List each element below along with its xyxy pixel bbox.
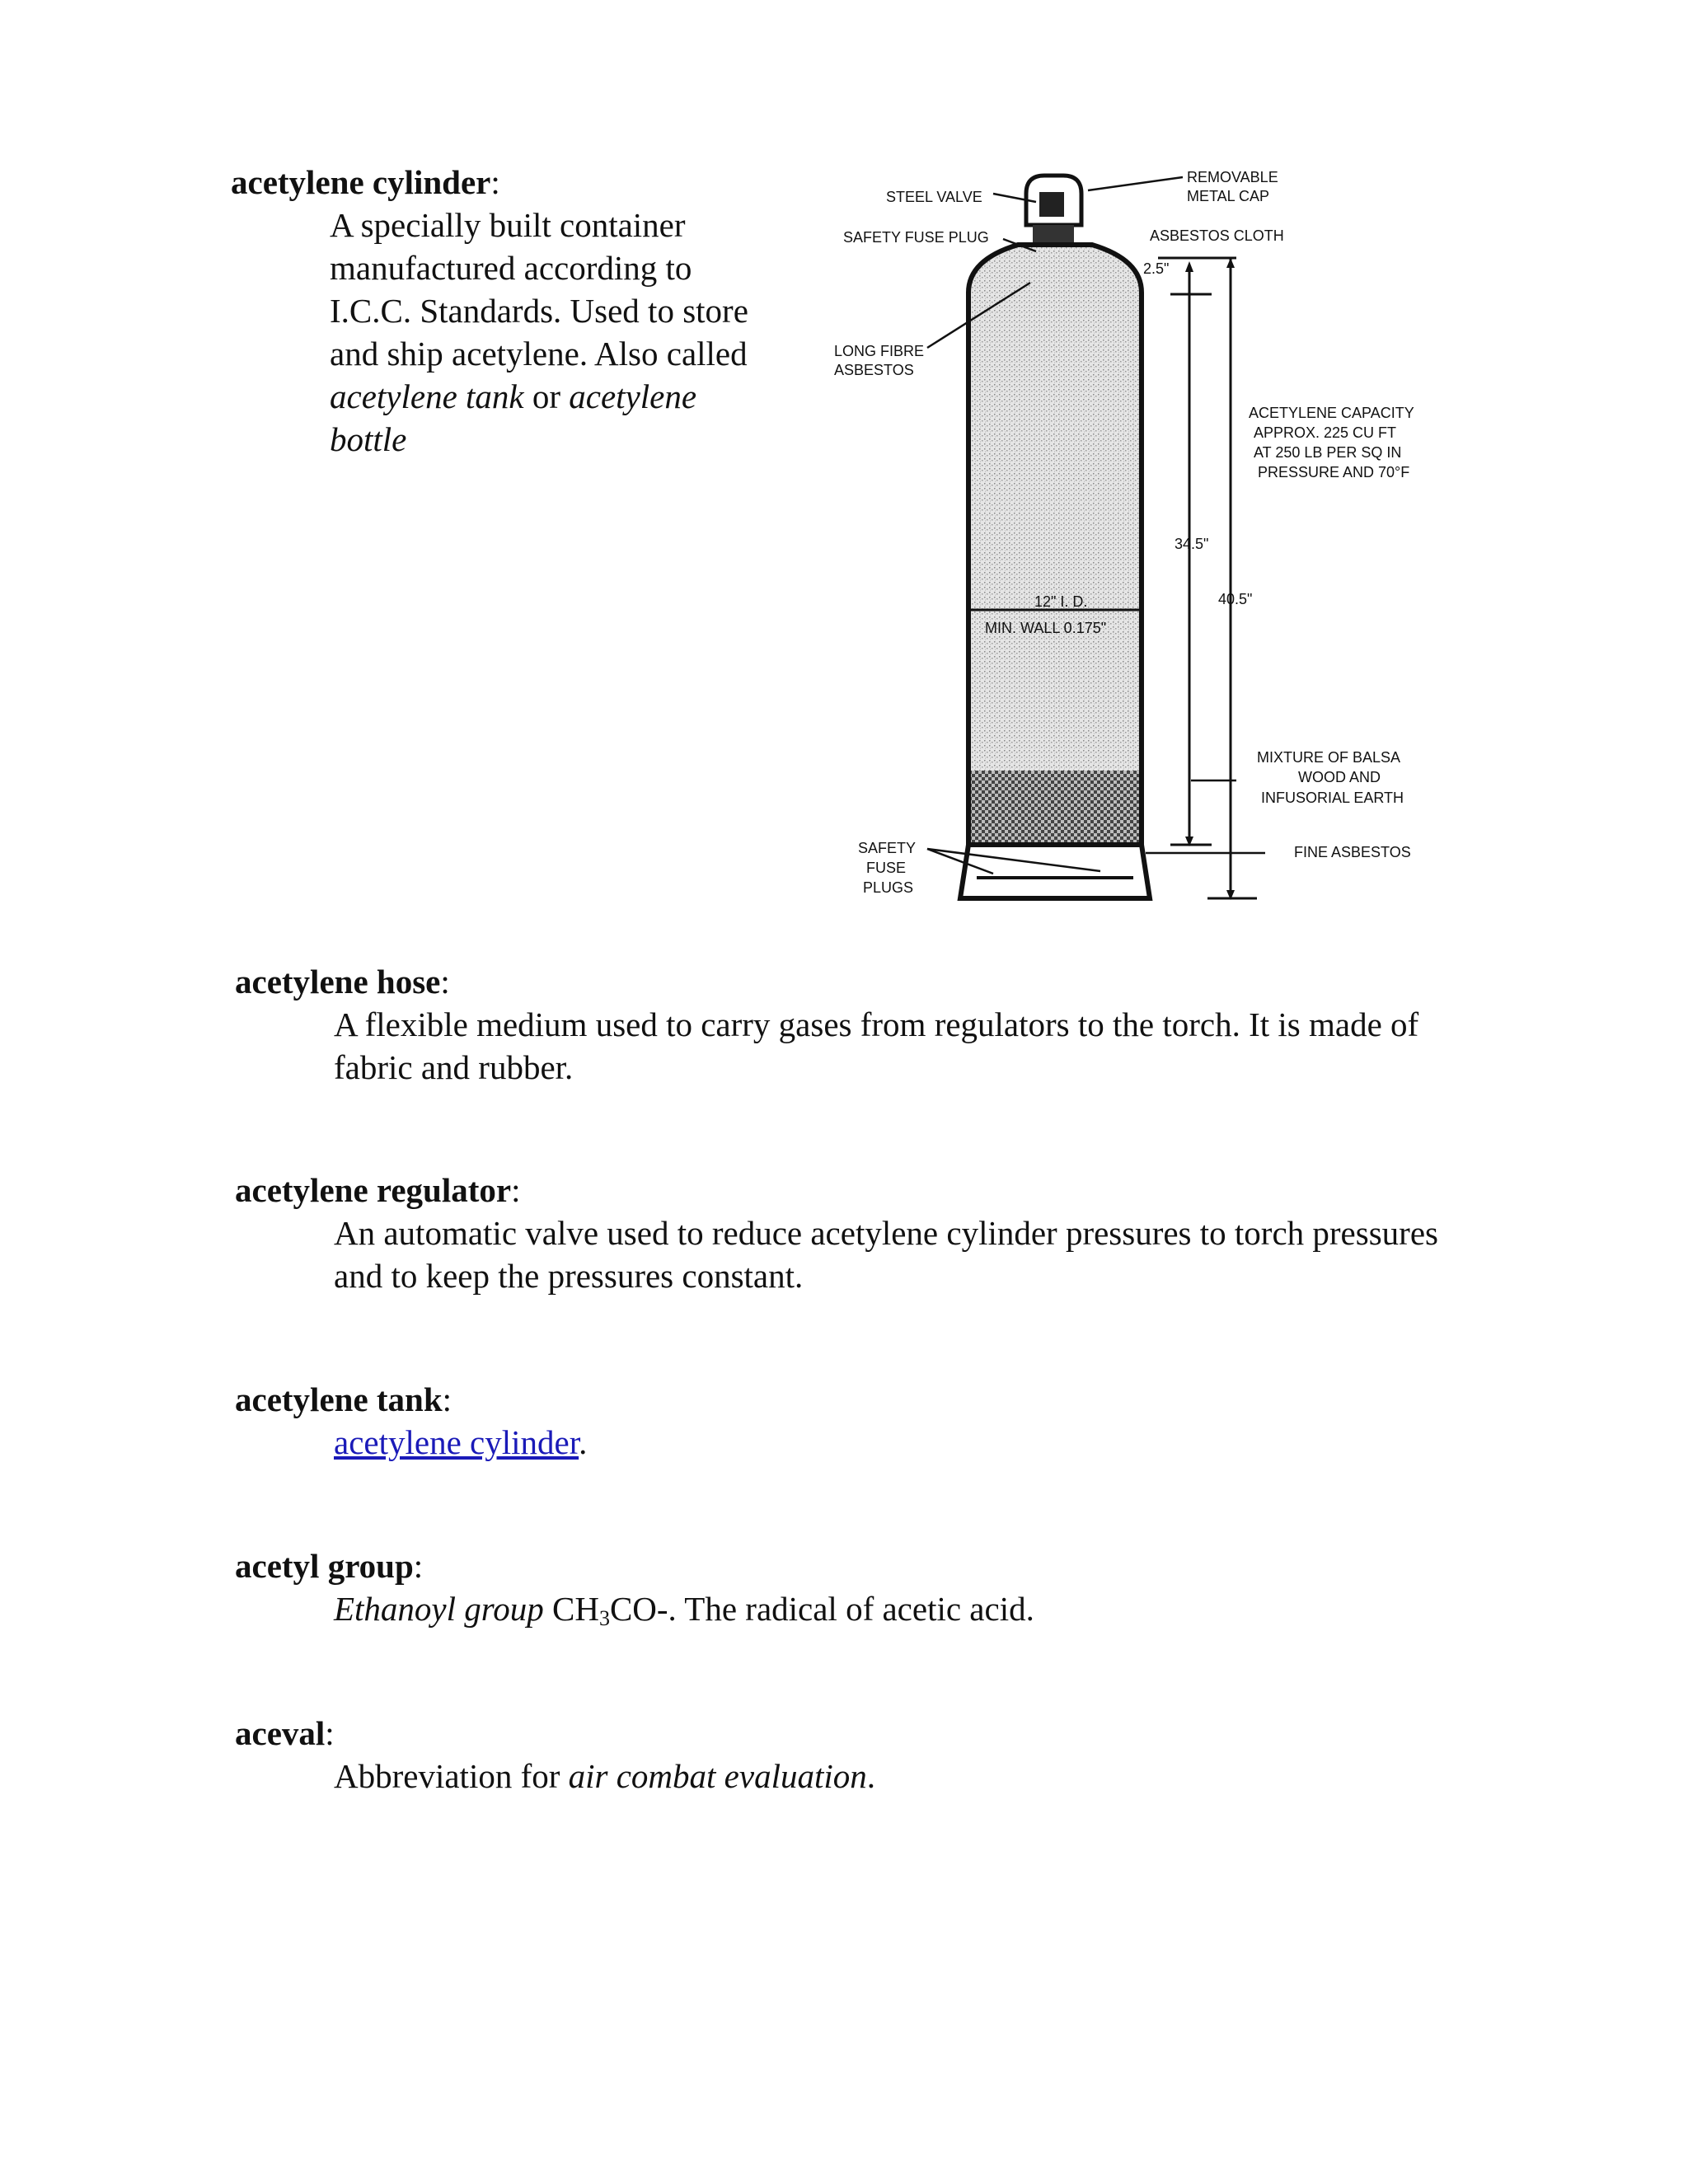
term-heading: acetylene tank: [235, 1380, 452, 1418]
definition: Abbreviation for air combat evaluation. [334, 1757, 876, 1795]
label-long-fibre: ASBESTOS [834, 362, 914, 378]
label-mixture: WOOD AND [1298, 769, 1381, 785]
label-safety-fuse-plug: SAFETY FUSE PLUG [843, 229, 989, 246]
definition-line: manufactured according to [330, 249, 692, 287]
definition [330, 204, 799, 461]
label-dimension: 34.5" [1175, 536, 1209, 552]
label-safety-fuse-plugs: FUSE [866, 860, 907, 876]
label-dimension: 2.5" [1143, 260, 1170, 277]
definition-line: I.C.C. Standards. Used to store [330, 292, 748, 330]
label-safety-fuse-plugs: PLUGS [863, 879, 914, 896]
entry-acetyl-group [235, 1544, 1471, 1640]
term-heading: acetylene regulator: [235, 1171, 521, 1209]
entry-acetylene-regulator [235, 1169, 1471, 1297]
label-capacity: PRESSURE AND 70°F [1258, 464, 1410, 480]
cylinder-body [968, 245, 1142, 845]
definition: A flexible medium used to carry gases from regulators to the torch. It is made of fabric and rubber. [334, 1005, 1419, 1086]
label-mixture: INFUSORIAL EARTH [1261, 790, 1404, 806]
label-steel-valve: STEEL VALVE [886, 189, 982, 205]
definition-line: acetylene tank or acetylene [330, 377, 697, 415]
label-capacity: AT 250 LB PER SQ IN [1254, 444, 1402, 461]
definition: An automatic valve used to reduce acetylene cylinder pressures to torch pressures and to keep the pressures constant. [334, 1214, 1438, 1295]
definition-line: and ship acetylene. Also called [330, 335, 748, 373]
label-asbestos-cloth: ASBESTOS CLOTH [1150, 227, 1284, 244]
term-heading: aceval: [235, 1714, 335, 1752]
term-heading: acetyl group: [235, 1547, 424, 1585]
definition-line: bottle [330, 420, 407, 458]
label-removable-cap: METAL CAP [1187, 188, 1270, 204]
entry-acetylene-hose [235, 960, 1471, 1089]
label-long-fibre: LONG FIBRE [834, 343, 925, 359]
entry-acetylene-cylinder [231, 161, 799, 461]
label-dimension: 40.5" [1218, 591, 1253, 607]
label-inner-diameter: 12" I. D. [1034, 593, 1088, 610]
label-capacity: APPROX. 225 CU FT [1254, 424, 1397, 441]
definition-line: A specially built container [330, 206, 686, 244]
entry-acetylene-tank [235, 1378, 1471, 1464]
label-fine-asbestos: FINE ASBESTOS [1294, 844, 1411, 860]
term-heading: acetylene hose: [235, 963, 450, 1001]
lower-fill [971, 771, 1139, 843]
entry-aceval [235, 1712, 1471, 1797]
acetylene-cylinder-diagram [820, 161, 1455, 902]
cross-reference-link[interactable]: acetylene cylinder [334, 1423, 579, 1461]
definition: Ethanoyl group $CH_3CO-$. The radical of acetic acid. [334, 1590, 1034, 1630]
definition: acetylene cylinder. [334, 1423, 588, 1461]
steel-valve [1039, 192, 1064, 217]
label-safety-fuse-plugs: SAFETY [858, 840, 917, 856]
label-capacity: ACETYLENE CAPACITY [1249, 405, 1414, 421]
label-mixture: MIXTURE OF BALSA [1257, 749, 1401, 766]
label-removable-cap: REMOVABLE [1187, 169, 1278, 185]
term-heading: acetylene cylinder: [231, 163, 500, 201]
label-min-wall: MIN. WALL 0.175" [985, 620, 1107, 636]
